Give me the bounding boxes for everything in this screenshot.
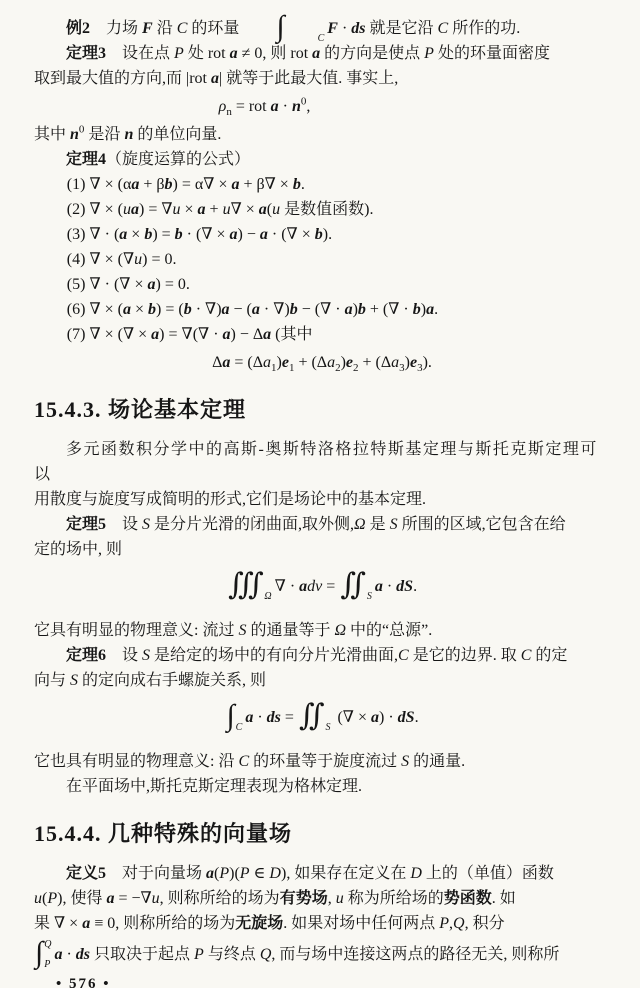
integral-icon: ∭ Ω [227,568,272,603]
theorem-5-line-1: 定理5 设 S 是分片光滑的闭曲面,取外侧,Ω 是 S 所围的区域,它包含在给 [66,516,566,533]
gauss-ostrogradsky-formula: ∭ Ω ∇ · adv = ∬ S a · dS. [227,568,418,603]
integral-icon: ∬ S [340,568,372,603]
theorem-6-line-2: 向与 S 的定向成右手螺旋关系, 则 [34,672,267,689]
green-theorem-note: 在平面场中,斯托克斯定理表现为格林定理. [66,778,363,795]
example-2: 例2 力场 F 沿 C 的环量 ∫ C F · ds 就是它沿 C 所作的功. [66,10,521,45]
integral-icon: ∫ Q P [35,936,52,971]
definition-5-line-1: 定义5 对于向量场 a(P)(P ∈ D), 如果存在定义在 D 上的（单值）函数 [66,865,554,882]
gauss-meaning: 它具有明显的物理意义: 流过 S 的通量等于 Ω 中的“总源”. [34,622,433,639]
curl-rule-5: (5) ∇ · (∇ × a) = 0. [66,276,190,293]
curl-rule-6: (6) ∇ × (a × b) = (b · ∇)a − (a · ∇)b − (∇ · a)b + (∇ · b)a. [66,301,439,318]
intro-line-2: 用散度与旋度写成简明的形式,它们是场论中的基本定理. [34,491,427,508]
theorem-6-line-1: 定理6 设 S 是给定的场中的有向分片光滑曲面,C 是它的边界. 取 C 的定 [66,647,568,664]
theorem-3-line-1: 定理3 设在点 P 处 rot a ≠ 0, 则 rot a 的方向是使点 P 处的环量面密度 [66,45,550,62]
theorem-3-line-2: 取到最大值的方向,而 |rot a| 就等于此最大值. 事实上, [34,70,399,87]
stokes-meaning: 它也具有明显的物理意义: 沿 C 的环量等于旋度流过 S 的通量. [34,753,466,770]
integral-icon: ∬ S [298,699,331,734]
definition-5-line-2: u(P), 使得 a = −∇u, 则称所给的场为有势场, u 称为所给场的势函数. 如 [34,890,516,907]
intro-line-1: 多元函数积分学中的高斯-奥斯特洛格拉特斯基定理与斯托克斯定理可以 [34,441,598,483]
page-number: • 576 • [56,976,111,988]
curl-rule-3: (3) ∇ · (a × b) = b · (∇ × a) − a · (∇ × b). [66,226,333,243]
integral-icon: ∫ C [226,699,243,734]
section-15-4-4: 15.4.4. 几种特殊的向量场 [34,821,293,846]
curl-rule-4: (4) ∇ × (∇u) = 0. [66,251,177,268]
theorem-5-line-2: 定的场中, 则 [34,541,123,558]
page-content [34,10,610,972]
integral-icon: ∫ C [276,10,325,45]
theorem-4-title: 定理4（旋度运算的公式） [66,151,251,168]
section-15-4-3: 15.4.3. 场论基本定理 [34,397,247,422]
curl-rule-2: (2) ∇ × (ua) = ∇u × a + u∇ × a(u 是数值函数). [66,201,374,218]
rotation-density-formula: $\rho_n$ = rot $a \cdot n^0$, [218,95,311,119]
curl-rule-7: (7) ∇ × (∇ × a) = ∇(∇ · a) − Δa (其中 [66,326,313,343]
definition-5-line-4: ∫ Q P a · ds 只取决于起点 P 与终点 Q, 而与场中连接这两点的路径无关, 则称所 [35,936,560,971]
curl-rule-1: (1) ∇ × (αa + βb) = α∇ × a + β∇ × b. [66,176,305,193]
laplacian-expansion: $\Delta a = (\Delta a_1)e_1 + (\Delta a_2)e_2 + (\Delta a_3)e_3$). [212,354,432,375]
unit-vector-note: 其中 $n^0$ 是沿 n 的单位向量. [34,123,222,143]
definition-5-line-3: 果 ∇ × a ≡ 0, 则称所给的场为无旋场. 如果对场中任何两点 P,Q, 积分 [34,915,505,932]
stokes-formula: ∫ C a · ds = ∬ S (∇ × a) · dS. [226,699,419,734]
